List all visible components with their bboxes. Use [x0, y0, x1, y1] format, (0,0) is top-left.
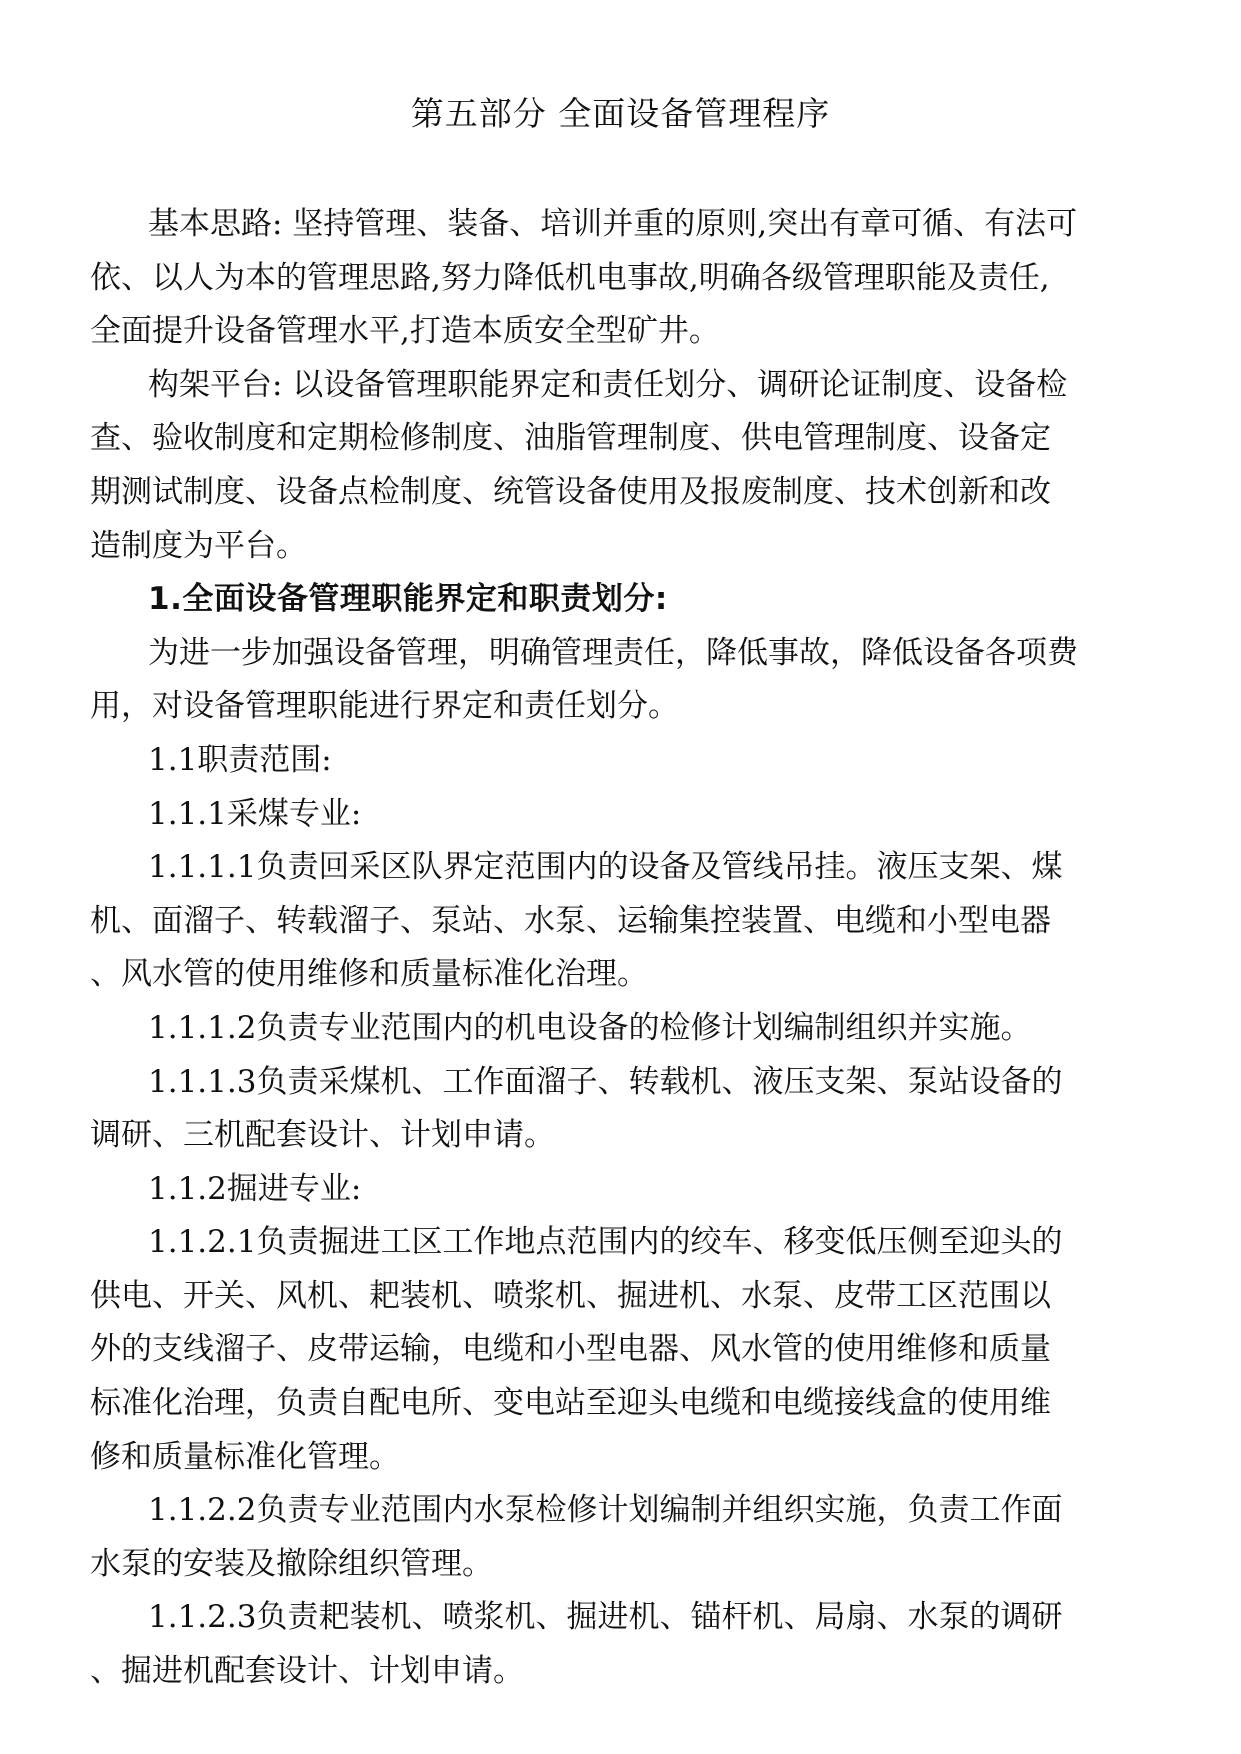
paragraph-line: 构架平台: 以设备管理职能界定和责任划分、调研论证制度、设备检 — [148, 366, 1068, 403]
paragraph-line: 修和质量标准化管理。 — [90, 1438, 400, 1475]
paragraph-line: 期测试制度、设备点检制度、统管设备使用及报废制度、技术创新和改 — [90, 473, 1051, 510]
paragraph-line: 为进一步加强设备管理，明确管理责任，降低事故，降低设备各项费 — [148, 634, 1078, 671]
page-title: 第五部分 全面设备管理程序 — [410, 94, 831, 133]
subsection-heading: 1.1职责范围: — [148, 741, 332, 778]
paragraph-line: 1.1.1.2负责专业范围内的机电设备的检修计划编制组织并实施。 — [148, 1009, 1032, 1046]
paragraph-line: 1.1.1.3负责采煤机、工作面溜子、转载机、液压支架、泵站设备的 — [148, 1063, 1063, 1100]
paragraph-line: 机、面溜子、转载溜子、泵站、水泵、运输集控装置、电缆和小型电器 — [90, 902, 1051, 939]
paragraph-line: 、风水管的使用维修和质量标准化治理。 — [90, 956, 648, 993]
paragraph-line: 1.1.2.3负责耙装机、喷浆机、掘进机、锚杆机、局扇、水泵的调研 — [148, 1599, 1063, 1636]
paragraph-line: 供电、开关、风机、耙装机、喷浆机、掘进机、水泵、皮带工区范围以 — [90, 1277, 1051, 1314]
paragraph-line: 全面提升设备管理水平,打造本质安全型矿井。 — [90, 313, 720, 350]
subsection-heading: 1.1.2掘进专业: — [148, 1170, 362, 1207]
paragraph-line: 1.1.1.1负责回采区队界定范围内的设备及管线吊挂。液压支架、煤 — [148, 849, 1063, 886]
paragraph-line: 标准化治理，负责自配电所、变电站至迎头电缆和电缆接线盒的使用维 — [90, 1385, 1051, 1422]
paragraph-line: 用，对设备管理职能进行界定和责任划分。 — [90, 688, 679, 725]
paragraph-line: 水泵的安装及撤除组织管理。 — [90, 1545, 493, 1582]
paragraph-line: 外的支线溜子、皮带运输，电缆和小型电器、风水管的使用维修和质量 — [90, 1331, 1051, 1368]
section-heading: 1.全面设备管理职能界定和职责划分: — [148, 581, 668, 618]
paragraph-line: 1.1.2.1负责掘进工区工作地点范围内的绞车、移变低压侧至迎头的 — [148, 1224, 1063, 1261]
paragraph-line: 调研、三机配套设计、计划申请。 — [90, 1117, 555, 1154]
document-body — [90, 198, 1150, 1699]
paragraph-line: 依、以人为本的管理思路,努力降低机电事故,明确各级管理职能及责任, — [90, 259, 1050, 296]
paragraph-line: 1.1.2.2负责专业范围内水泵检修计划编制并组织实施，负责工作面 — [148, 1492, 1063, 1529]
paragraph-line: 造制度为平台。 — [90, 527, 307, 564]
paragraph-line: 查、验收制度和定期检修制度、油脂管理制度、供电管理制度、设备定 — [90, 420, 1051, 457]
paragraph-line: 基本思路: 坚持管理、装备、培训并重的原则,突出有章可循、有法可 — [148, 206, 1078, 242]
paragraph-line: 、掘进机配套设计、计划申请。 — [90, 1653, 524, 1690]
subsection-heading: 1.1.1采煤专业: — [148, 795, 362, 832]
